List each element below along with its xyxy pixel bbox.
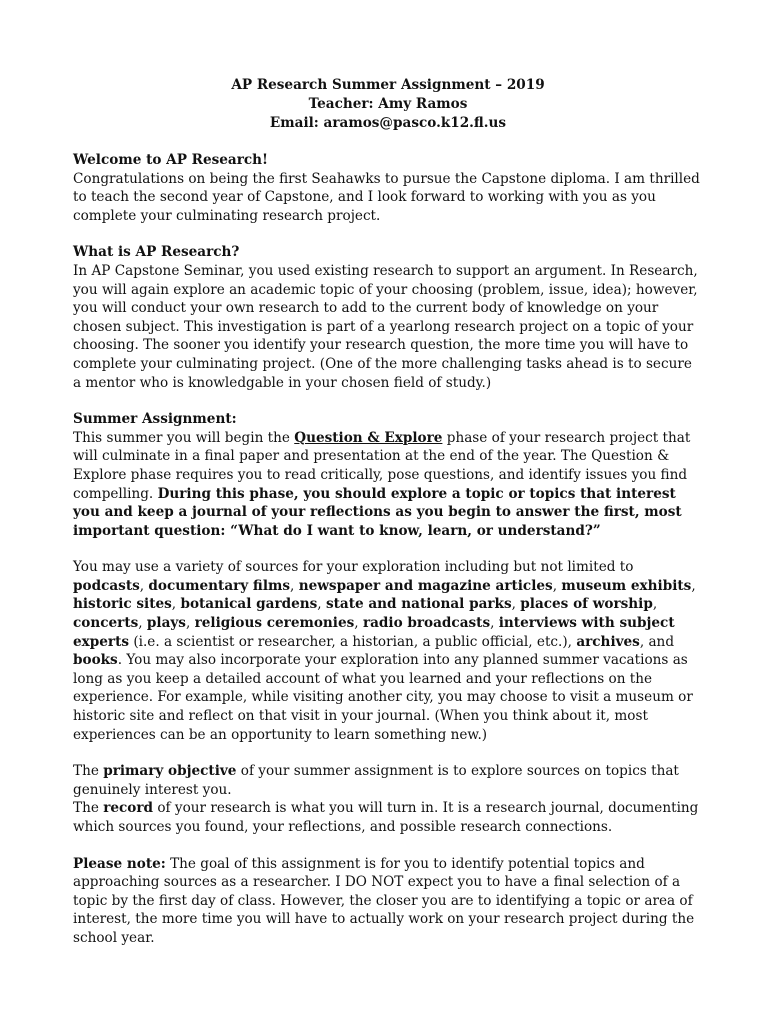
source-item: botanical gardens [180, 596, 318, 613]
record-text: The [73, 800, 104, 817]
summer-text-a: This summer you will begin the [73, 429, 295, 446]
source-item: religious ceremonies [194, 615, 355, 632]
what-section [73, 243, 703, 392]
summer-bold-text: During this phase, you should explore a topic or topics that interest you and keep a journal of your reflections as you begin to answer the first, most important question: “What do I want to know, learn, or understand?” [73, 485, 682, 539]
objective-text: The [73, 763, 104, 780]
separator: , [691, 577, 696, 594]
source-item: plays [146, 615, 186, 632]
question-explore-term: Question & Explore [294, 429, 443, 446]
summer-paragraph [73, 429, 703, 541]
teacher-line: Teacher: Amy Ramos [308, 96, 468, 112]
separator: , [317, 596, 326, 613]
source-item: newspaper and magazine articles [298, 577, 553, 594]
source-item: books [73, 652, 118, 669]
primary-objective-term: primary objective [103, 763, 237, 780]
separator: , [490, 615, 499, 632]
welcome-section [73, 151, 703, 225]
welcome-heading: Welcome to AP Research! [73, 152, 269, 168]
sources-paragraph [73, 558, 703, 744]
separator: , [185, 615, 195, 632]
note-section [73, 855, 703, 948]
sources-intro: You may use a variety of sources for your exploration including but not limited to [73, 559, 634, 576]
record-text: of your research is what you will turn in. It is a research journal, documenting which sources you found, your reflections, and possible research connections. [73, 800, 699, 835]
summer-text-b: phase of your research project that will culminate in a final paper and presentation at the end of the year. The Question & Explore phase requires you to read critically, pose questions, and identify issues you find compelling. [73, 429, 691, 502]
objective-section [73, 762, 703, 836]
separator: , [652, 596, 658, 613]
objective-text: of your summer assignment is to explore sources on topics that genuinely interest you. [73, 763, 679, 798]
welcome-body: Congratulations on being the first Seahawks to pursue the Capstone diploma. I am thrilled to teach the second year of Capstone, and I look forward to working with you as you complete your culminating research project. [73, 170, 700, 224]
source-item: historic sites [73, 596, 172, 613]
source-item: concerts [73, 615, 139, 632]
summer-heading: Summer Assignment: [73, 411, 237, 428]
separator: , and [639, 633, 675, 650]
source-item: podcasts [73, 577, 140, 594]
summer-section [73, 410, 703, 540]
separator: , [138, 615, 147, 632]
separator: , [511, 596, 521, 613]
document-page [73, 76, 703, 966]
source-item: documentary films [148, 577, 291, 594]
separator: , [139, 577, 149, 594]
objective-line [73, 762, 703, 799]
source-item: places of worship [520, 596, 653, 613]
note-body: The goal of this assignment is for you to identify potential topics and approaching sources as a researcher. I DO NOT expect you to have a final selection of a topic by the first day of class. However, the closer you are to identifying a topic or area of interest, the more time you will have to actually work on your research project during the school year. [73, 855, 695, 946]
separator: , [354, 615, 363, 632]
sources-section [73, 558, 703, 744]
record-term: record [103, 800, 154, 817]
note-paragraph [73, 855, 703, 948]
separator: (i.e. a scientist or researcher, a historian, a public official, etc.), [129, 633, 577, 650]
what-heading: What is AP Research? [73, 244, 240, 261]
source-item: radio broadcasts [362, 615, 491, 632]
note-label: Please note: [73, 855, 166, 872]
source-item: state and national parks [325, 596, 512, 613]
source-item: archives [576, 633, 640, 650]
separator: , [290, 577, 299, 594]
document-header [73, 76, 703, 133]
email-line: Email: aramos@pasco.k12.fl.us [269, 115, 507, 131]
document-title: AP Research Summer Assignment – 2019 [231, 77, 545, 93]
record-line [73, 799, 703, 836]
source-item: museum exhibits [561, 577, 692, 594]
separator: , [171, 596, 181, 613]
sources-tail: . You may also incorporate your exploration into any planned summer vacations as long as you keep a detailed account of what you learned and your reflections on the experience. For example, while visiting another city, you may choose to visit a museum or historic site and reflect on that visit in your journal. (When you think about it, most experiences can be an opportunity to learn something new.) [73, 652, 693, 743]
source-item: interviews with subject experts [73, 615, 675, 650]
what-body: In AP Capstone Seminar, you used existing research to support an argument. In Research, you will again explore an academic topic of your choosing (problem, issue, idea); however, you will conduct your own research to add to the current body of knowledge on your chosen subject. This investigation is part of a yearlong research project on a topic of your choosing. The sooner you identify your research question, the more time you will have to complete your culminating project. (One of the more challenging tasks ahead is to secure a mentor who is knowledgable in your chosen field of study.) [73, 262, 698, 391]
separator: , [552, 577, 562, 594]
